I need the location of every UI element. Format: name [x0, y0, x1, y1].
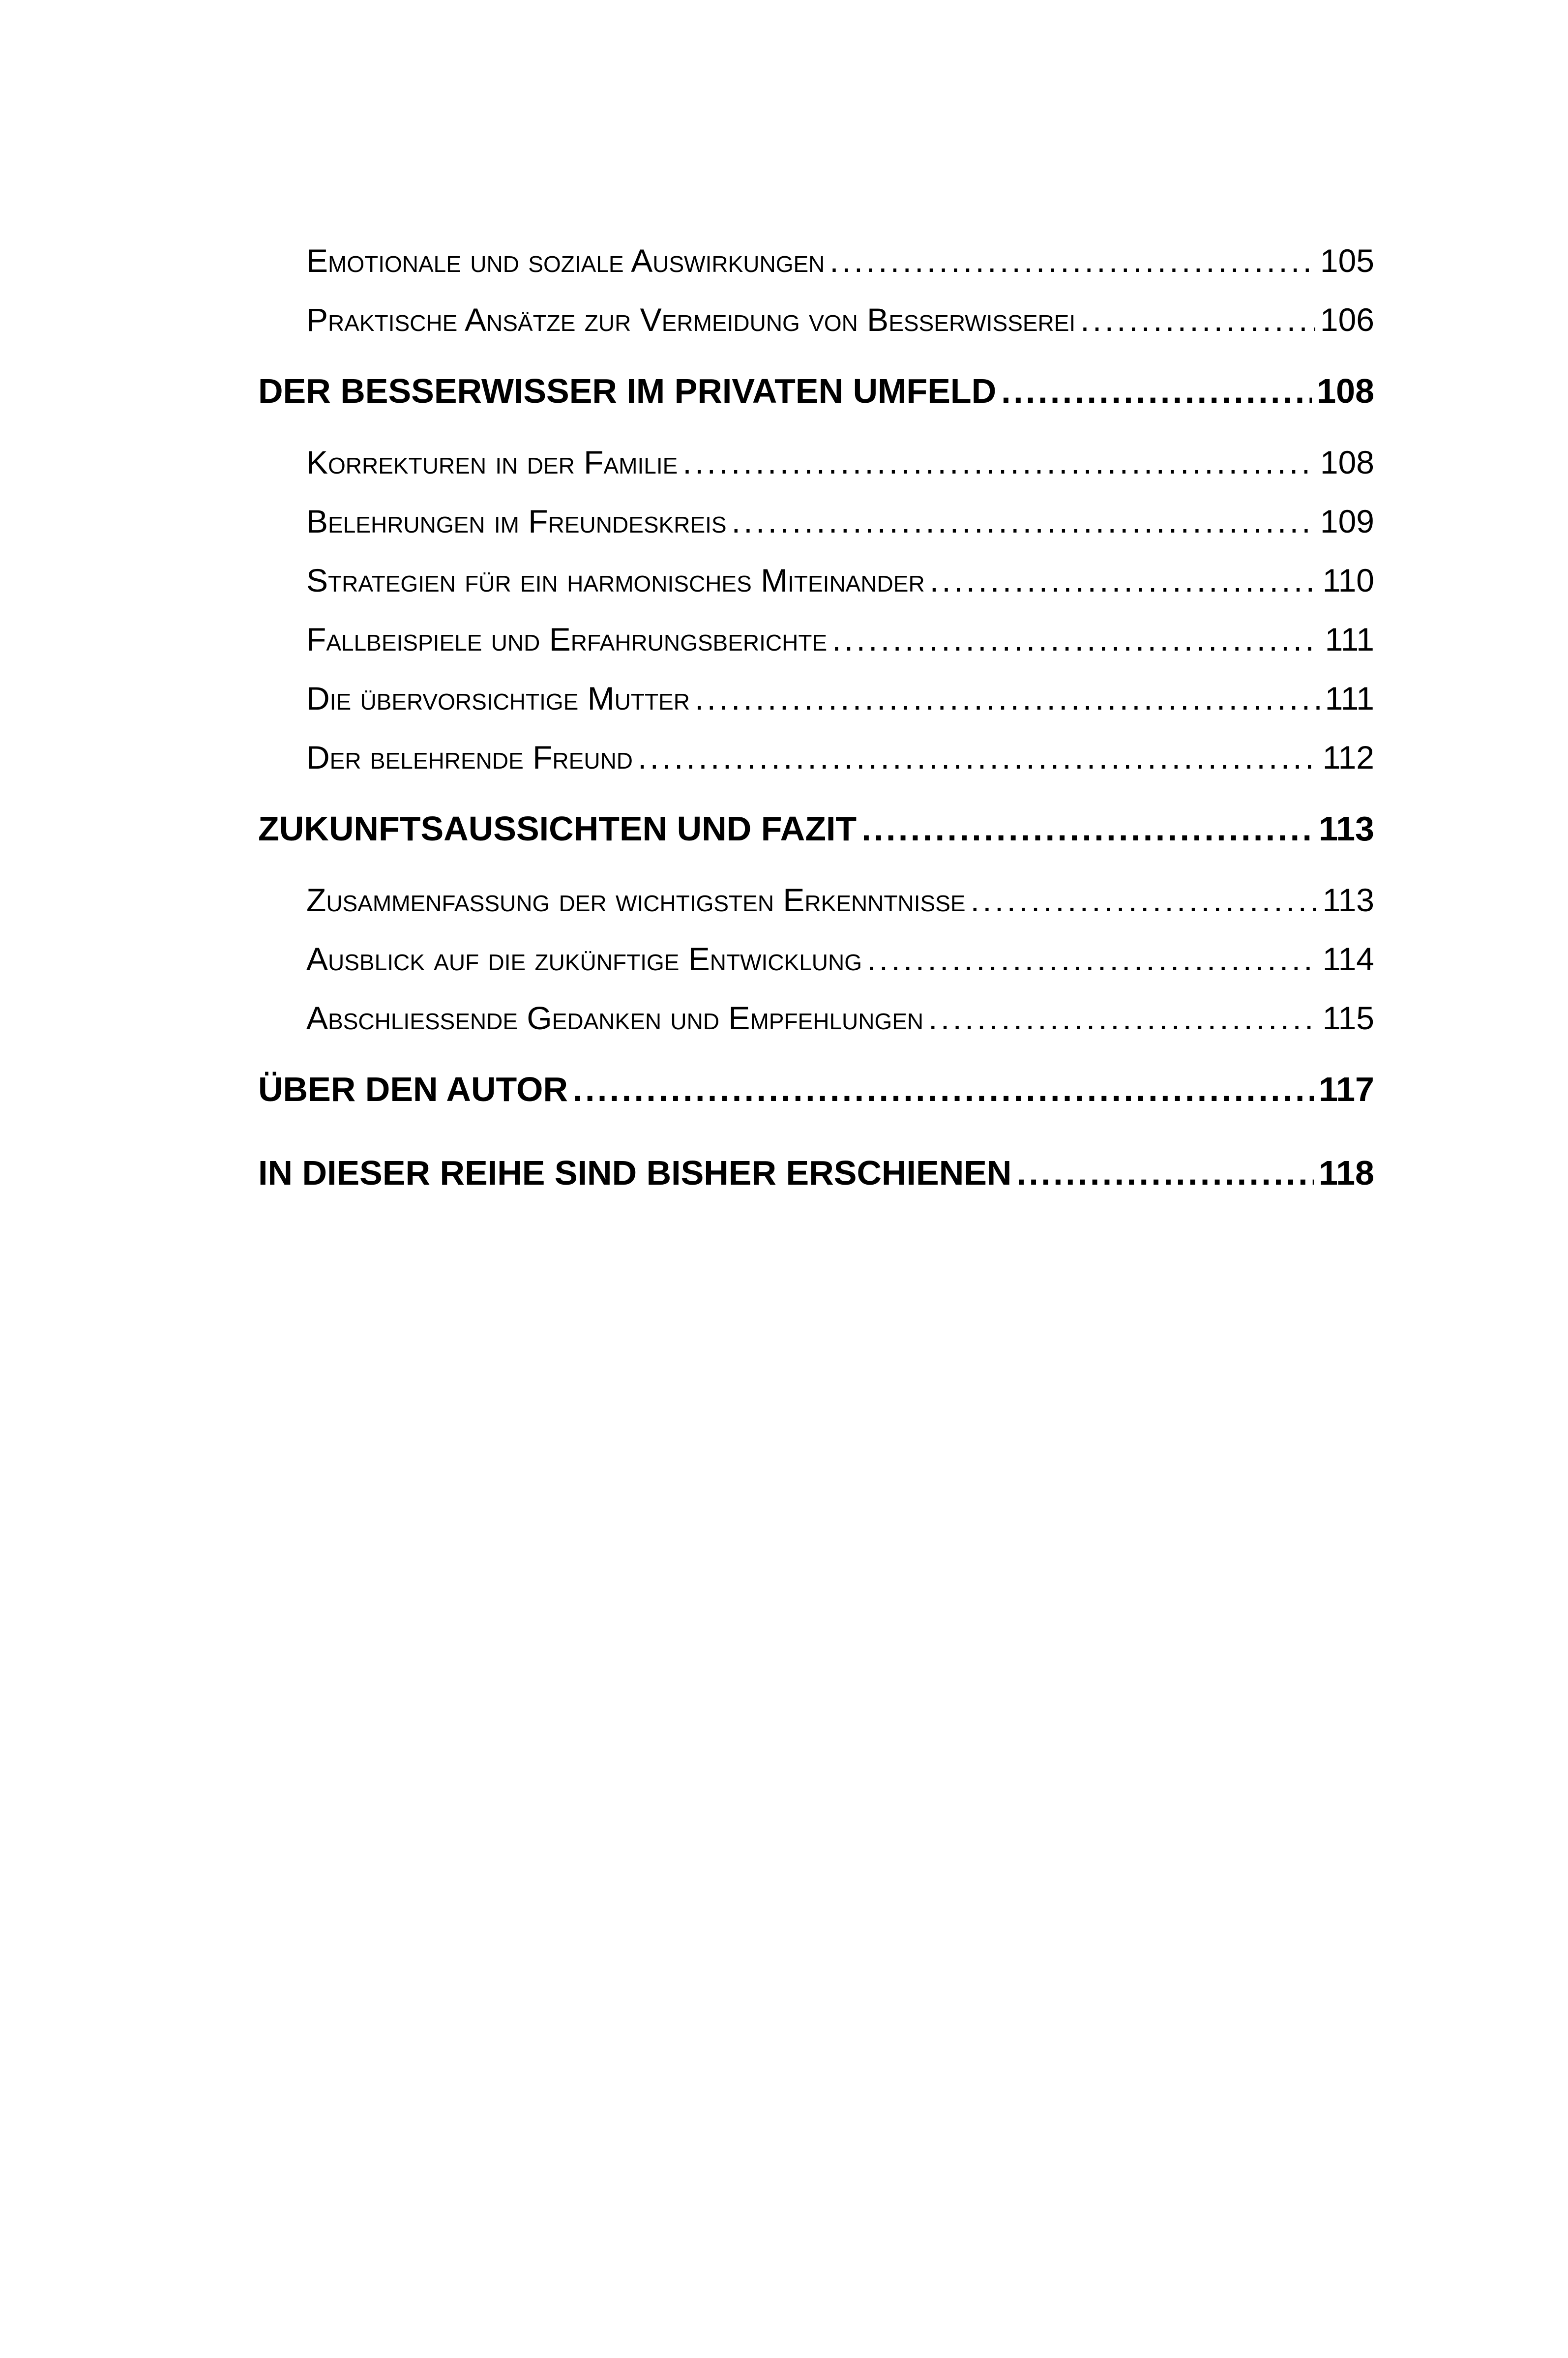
- toc-entry-page: 109: [1320, 503, 1374, 539]
- table-of-contents: [258, 231, 1374, 1215]
- toc-entry-title: Emotionale und soziale Auswirkungen: [306, 242, 825, 279]
- toc-chapter-ueber-den-autor[interactable]: [258, 1047, 1374, 1131]
- dot-leader: [971, 884, 1318, 916]
- toc-entry-page: 111: [1325, 680, 1374, 716]
- dot-leader: [861, 811, 1314, 846]
- toc-chapter-title: DER BESSERWISSER IM PRIVATEN UMFELD: [258, 372, 997, 410]
- toc-entry-ausblick[interactable]: [306, 929, 1374, 988]
- dot-leader: [832, 623, 1320, 656]
- dot-leader: [638, 741, 1318, 774]
- toc-entry-page: 112: [1322, 739, 1374, 776]
- toc-chapter-title: IN DIESER REIHE SIND BISHER ERSCHIENEN: [258, 1154, 1012, 1192]
- dot-leader: [1016, 1156, 1314, 1190]
- toc-entry-title: Zusammenfassung der wichtigsten Erkenntnisse: [306, 882, 966, 918]
- toc-chapter-reihe-erschienen[interactable]: [258, 1131, 1374, 1215]
- toc-chapter-title: ÜBER DEN AUTOR: [258, 1070, 568, 1108]
- toc-chapter-privates-umfeld[interactable]: [258, 349, 1374, 433]
- dot-leader: [829, 244, 1315, 277]
- toc-entry-title: Ausblick auf die zukünftige Entwicklung: [306, 941, 862, 977]
- toc-entry-page: 111: [1325, 621, 1374, 657]
- toc-entry-emotionale-auswirkungen[interactable]: [306, 231, 1374, 290]
- toc-entry-page: 110: [1322, 562, 1374, 598]
- dot-leader: [928, 1002, 1318, 1034]
- toc-entry-page: 114: [1322, 941, 1374, 977]
- toc-entry-title: Korrekturen in der Familie: [306, 444, 678, 480]
- toc-entry-page: 113: [1322, 882, 1374, 918]
- toc-entry-title: Belehrungen im Freundeskreis: [306, 503, 727, 539]
- toc-entry-strategien-miteinander[interactable]: [306, 551, 1374, 610]
- toc-entry-title: Strategien für ein harmonisches Miteinander: [306, 562, 925, 598]
- toc-chapter-page: 118: [1319, 1154, 1374, 1192]
- toc-entry-abschliessende-gedanken[interactable]: [306, 988, 1374, 1047]
- dot-leader: [695, 682, 1320, 715]
- toc-entry-title: Fallbeispiele und Erfahrungsberichte: [306, 621, 828, 657]
- toc-entry-belehrungen-freundeskreis[interactable]: [306, 492, 1374, 551]
- dot-leader: [867, 943, 1318, 975]
- toc-entry-korrekturen-familie[interactable]: [306, 433, 1374, 492]
- toc-entry-fallbeispiele[interactable]: [306, 610, 1374, 669]
- toc-entry-page: 108: [1320, 444, 1374, 480]
- dot-leader: [573, 1072, 1314, 1106]
- toc-entry-zusammenfassung[interactable]: [306, 870, 1374, 929]
- toc-chapter-page: 113: [1319, 809, 1374, 848]
- toc-entry-page: 106: [1320, 301, 1374, 338]
- toc-chapter-zukunftsaussichten[interactable]: [258, 787, 1374, 870]
- toc-entry-page: 115: [1322, 1000, 1374, 1036]
- dot-leader: [1080, 303, 1315, 336]
- dot-leader: [732, 505, 1315, 537]
- toc-entry-title: Abschließende Gedanken und Empfehlungen: [306, 1000, 924, 1036]
- dot-leader: [682, 446, 1315, 478]
- toc-entry-uebervorsichtige-mutter[interactable]: [306, 669, 1374, 728]
- toc-entry-page: 105: [1320, 242, 1374, 279]
- toc-chapter-page: 117: [1319, 1070, 1374, 1108]
- toc-entry-title: Praktische Ansätze zur Vermeidung von Besserwisserei: [306, 301, 1076, 338]
- toc-entry-belehrende-freund[interactable]: [306, 728, 1374, 787]
- dot-leader: [1001, 374, 1312, 408]
- toc-entry-title: Der belehrende Freund: [306, 739, 633, 776]
- toc-chapter-page: 108: [1317, 372, 1374, 410]
- toc-entry-praktische-ansaetze[interactable]: [306, 290, 1374, 349]
- dot-leader: [930, 564, 1318, 597]
- toc-entry-title: Die übervorsichtige Mutter: [306, 680, 690, 716]
- toc-chapter-title: ZUKUNFTSAUSSICHTEN UND FAZIT: [258, 809, 857, 848]
